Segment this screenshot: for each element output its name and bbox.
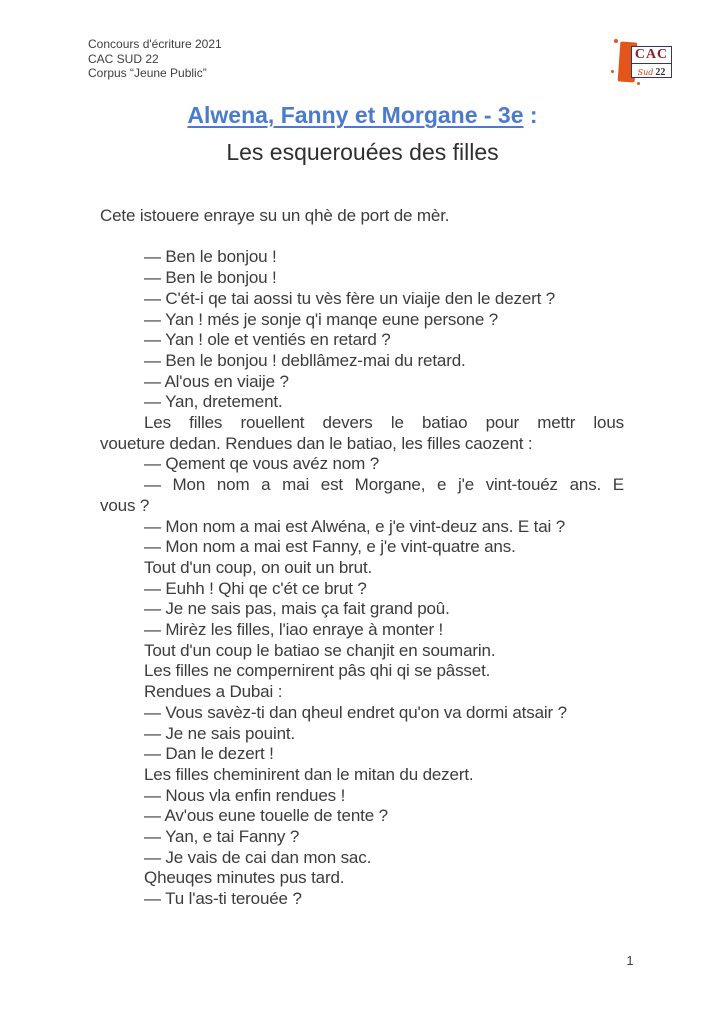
story-line: Les filles cheminirent dan le mitan du dezert.	[144, 764, 474, 784]
story-blank-line	[100, 227, 624, 248]
story-line: — C'ét-i qe tai aossi tu vès fère un viaije den le dezert ?	[144, 288, 556, 308]
story-line: — Mon nom a mai est Alwéna, e j'e vint-deuz ans. E tai ?	[144, 516, 565, 536]
story-line: Cete istouere enraye su un qhè de port de mèr.	[100, 206, 450, 225]
story-line: voueture dedan. Rendues dan le batiao, les filles caozent :	[100, 433, 533, 453]
story-line: Qheuqes minutes pus tard.	[144, 868, 345, 888]
story-line: — Yan, dretement.	[144, 392, 283, 412]
logo-text-box	[631, 46, 672, 78]
story-line: — Al'ous en viaije ?	[144, 371, 289, 391]
story-line: — Yan ! ole et ventiés en retard ?	[144, 330, 391, 350]
story-line: Rendues a Dubai :	[144, 682, 283, 702]
story-line: — Nous vla enfin rendues !	[144, 785, 346, 805]
header-line-organization: CAC SUD 22	[88, 51, 159, 66]
story-line: Tout d'un coup le batiao se chanjit en soumarin.	[144, 640, 496, 660]
paint-splat-icon	[637, 82, 640, 85]
story-line: — Euhh ! Qhi qe c'ét ce brut ?	[144, 578, 367, 598]
story-line: Les filles rouellent devers le batiao pour mettr lous	[144, 413, 624, 433]
story-line: — Mirèz les filles, l'iao enraye à monter !	[144, 620, 444, 640]
paint-splat-icon	[614, 39, 618, 43]
page-title	[0, 102, 725, 129]
logo-sud-label: Sud	[637, 68, 654, 77]
story-line: Les filles ne compernirent pâs qhi qi se pâsset.	[144, 661, 491, 681]
story-line: — Yan ! més je sonje q'i manqe eune persone ?	[144, 309, 499, 329]
story-line: — Mon nom a mai est Fanny, e j'e vint-quatre ans.	[144, 537, 516, 557]
header-line-corpus: Corpus “Jeune Public”	[88, 66, 207, 80]
title-text: Alwena, Fanny et Morgane - 3e	[187, 102, 524, 128]
story-line: — Tu l'as-ti terouée ?	[144, 889, 302, 909]
story-line: — Ben le bonjou ! debllâmez-mai du retard.	[144, 350, 466, 370]
story-line: — Je ne sais pas, mais ça fait grand poû.	[144, 599, 450, 619]
logo-number-label: 22	[655, 67, 666, 78]
paint-splat-icon	[611, 70, 614, 73]
story-line: — Dan le dezert !	[144, 744, 274, 764]
story-line: Tout d'un coup, on ouit un brut.	[144, 557, 373, 577]
story-line: vous ?	[100, 495, 150, 515]
cac-sud-22-logo	[610, 39, 676, 89]
story-line: — Yan, e tai Fanny ?	[144, 827, 300, 847]
story-text	[100, 206, 624, 910]
story-line: — Ben le bonjou !	[144, 268, 277, 288]
story-line: — Qement qe vous avéz nom ?	[144, 454, 380, 474]
logo-cac-label: CAC	[632, 47, 671, 64]
story-line: — Mon nom a mai est Morgane, e j'e vint-touéz ans. E	[144, 475, 624, 495]
story-line: — Je vais de cai dan mon sac.	[144, 847, 372, 867]
story-line: — Ben le bonjou !	[144, 247, 277, 267]
page-number: 1	[626, 953, 634, 968]
story-line: — Je ne sais pouint.	[144, 723, 296, 743]
document-header	[88, 37, 222, 81]
story-line: — Vous savèz-ti dan qheul endret qu'on va dormi atsair ?	[144, 702, 567, 722]
story-line: — Av'ous eune touelle de tente ?	[144, 806, 388, 826]
header-line-contest: Concours d'écriture 2021	[88, 37, 222, 51]
title-colon: :	[523, 102, 538, 128]
page-subtitle: Les esquerouées des filles	[226, 139, 499, 165]
logo-sud-row	[632, 64, 671, 78]
